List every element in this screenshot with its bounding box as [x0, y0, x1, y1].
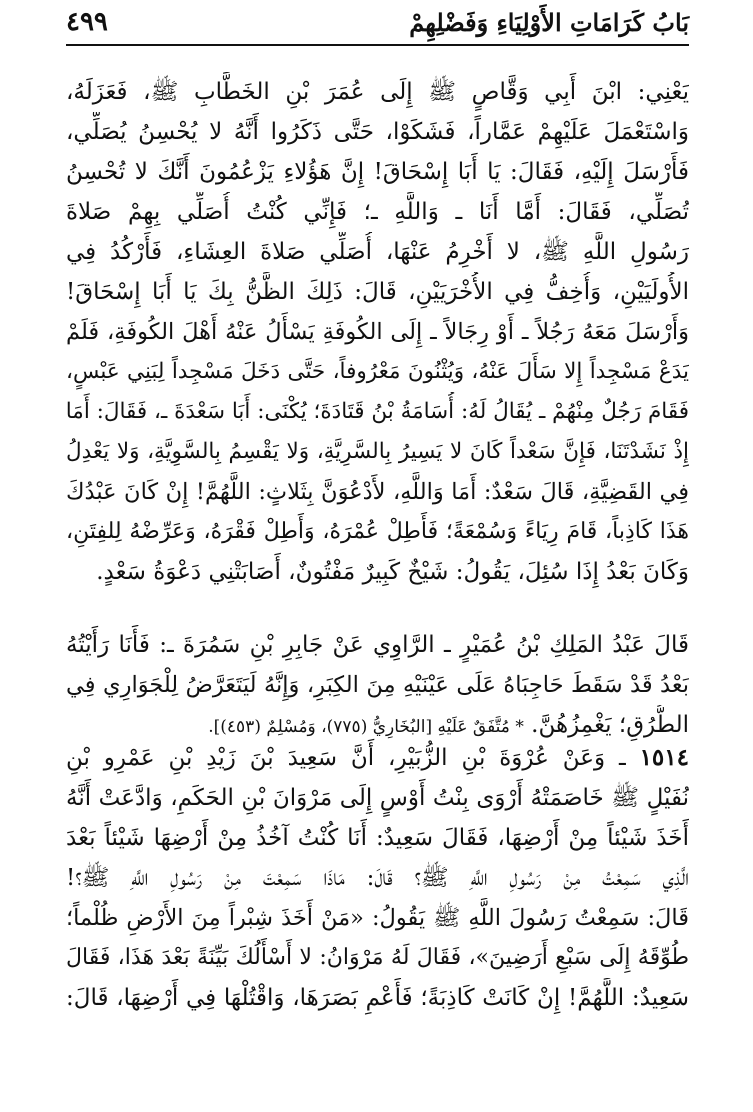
paragraph-hadith-1514 [66, 738, 689, 1018]
page-header [66, 2, 689, 42]
text-line: قَالَ: سَمِعْتُ رَسُولَ اللَّهِ ﷺ يَقُولُ: «مَنْ أَخَذَ شِبْراً مِنَ الأَرْضِ ظُلْماً؛ [66, 905, 689, 931]
text-segment: الطُّرُقِ؛ يَغْمِزُهُنَّ. [531, 712, 689, 738]
text-line: فَأَرْسَلَ إِلَيْهِ، فَقَالَ: يَا أَبَا إِسْحَاقَ! إِنَّ هَؤُلاءِ يَزْعُمُونَ أَنَّكَ لا تُحْسِنُ [66, 159, 689, 185]
text-line: الأُولَيَيْنِ، وَأُخِفُّ فِي الأُخْرَيَيْنِ، قَالَ: ذَلِكَ الظَّنُّ بِكَ يَا أَبَا إِسْحَاقَ! [66, 279, 689, 305]
text-segment: ـ وَعَنْ عُرْوَةَ بْنِ الزُّبَيْرِ، أَنَّ سَعِيدَ بْنَ زَيْدِ بْنِ عَمْرِو بْنِ [66, 745, 626, 771]
page-number: ٤٩٩ [66, 7, 108, 37]
text-line: رَسُولِ اللَّهِ ﷺ، لا أَخْرِمُ عَنْهَا، أُصَلِّي صَلاةَ العِشَاءِ، فَأَرْكُدُ فِي [66, 239, 689, 265]
text-line: وَاسْتَعْمَلَ عَلَيْهِمْ عَمَّاراً، فَشَكَوْا، حَتَّى ذَكَرُوا أَنَّهُ لا يُحْسِنُ يُصَلِّي، [66, 119, 689, 145]
hadith-number: ١٥١٤ [639, 744, 689, 771]
text-line: إِذْ نَشَدْتَنَا، فَإِنَّ سَعْداً كَانَ لا يَسِيرُ بِالسَّرِيَّةِ، وَلا يَقْسِمُ بِالسَّوِيَّةِ، وَلا يَعْدِلُ [66, 439, 689, 464]
text-line: يَدَعْ مَسْجِداً إِلا سَأَلَ عَنْهُ، وَيُثْنُونَ مَعْرُوفاً، حَتَّى دَخَلَ مَسْجِداً لِبَنِي عَبْسٍ، [66, 359, 689, 384]
source-reference: * مُتَّفَقٌ عَلَيْهِ [البُخَارِيُّ (٧٧٥)، وَمُسْلِمٌ (٤٥٣)]. [208, 717, 524, 737]
text-line: سَعِيدٌ: اللَّهُمَّ! إِنْ كَانَتْ كَاذِبَةً؛ فَأَعْمِ بَصَرَهَا، وَاقْتُلْهَا فِي أَرْضِهَا، قَالَ: [66, 985, 689, 1011]
paragraph-narration [66, 72, 689, 592]
chapter-title: بَابُ كَرَامَاتِ الأَوْلِيَاءِ وَفَضْلِهِمْ [409, 7, 689, 37]
text-line: يَعْنِي: ابْنَ أَبِي وَقَّاصٍ ﷺ إِلَى عُمَرَ بْنِ الخَطَّابِ ﷺ، فَعَزَلَهُ، [66, 79, 689, 105]
text-line: أَخَذَ شَيْئاً مِنْ أَرْضِهَا، فَقَالَ سَعِيدٌ: أَنَا كُنْتُ آخُذُ مِنْ أَرْضِهَا شَيْئاً بَعْدَ [66, 825, 689, 851]
text-line: تُصَلِّي، فَقَالَ: أَمَّا أَنَا ـ وَاللَّهِ ـ؛ فَإِنِّي كُنْتُ أُصَلِّي بِهِمْ صَلاةَ [66, 199, 689, 225]
text-line: فَقَامَ رَجُلٌ مِنْهُمْ ـ يُقَالُ لَهُ: أُسَامَةُ بْنُ قَتَادَةَ؛ يُكْنَى: أَبَا سَعْدَةَ ـ، فَقَالَ: أَمَا [66, 399, 689, 424]
text-line-with-number [66, 738, 689, 778]
paragraph-abdulmalik [66, 625, 689, 745]
text-line: وَكَانَ بَعْدُ إِذَا سُئِلَ، يَقُولُ: شَيْخٌ كَبِيرٌ مَفْتُونٌ، أَصَابَتْنِي دَعْوَةُ سَعْدٍ. [96, 559, 689, 585]
text-line: قَالَ عَبْدُ المَلِكِ بْنُ عُمَيْرٍ ـ الرَّاوِي عَنْ جَابِرِ بْنِ سَمُرَةَ ـ: فَأَنَا رَأَيْتُهُ [66, 632, 689, 658]
text-line: وَأَرْسَلَ مَعَهُ رَجُلاً ـ أَوْ رِجَالاً ـ إِلَى الكُوفَةِ يَسْأَلُ عَنْهُ أَهْلَ الكُوفَةِ، فَلَمْ [66, 319, 689, 345]
text-line: بَعْدُ قَدْ سَقَطَ حَاجِبَاهُ عَلَى عَيْنَيْهِ مِنَ الكِبَرِ، وَإِنَّهُ لَيَتَعَرَّضُ لِلْجَوَارِي فِي [66, 672, 689, 698]
text-line: الَّذِي سَمِعْتُ مِنْ رَسُولِ اللَّهِ ﷺ؟ قَالَ: مَاذَا سَمِعْتَ مِنْ رَسُولِ اللَّهِ ﷺ؟! [66, 865, 689, 891]
text-line: فِي القَضِيَّةِ، قَالَ سَعْدٌ: أَمَا وَاللَّهِ، لأَدْعُوَنَّ بِثَلاثٍ: اللَّهُمَّ! إِنْ كَانَ عَبْدُكَ [66, 479, 689, 505]
text-line: هَذَا كَاذِباً، قَامَ رِيَاءً وَسُمْعَةً؛ فَأَطِلْ عُمْرَهُ، وَأَطِلْ فَقْرَهُ، وَعَرِّضْهُ لِلفِتَنِ، [66, 519, 689, 544]
text-line: نُفَيْلٍ ﷺ خَاصَمَتْهُ أَرْوَى بِنْتُ أَوْسٍ إِلَى مَرْوَانَ بْنِ الحَكَمِ، وَادَّعَتْ أَنَّهُ [66, 785, 689, 811]
text-line: طُوِّقَهُ إِلَى سَبْعِ أَرَضِينَ»، فَقَالَ لَهُ مَرْوَانُ: لا أَسْأَلُكَ بَيِّنَةً بَعْدَ هَذَا، فَقَالَ [66, 945, 689, 970]
header-divider [66, 44, 689, 46]
